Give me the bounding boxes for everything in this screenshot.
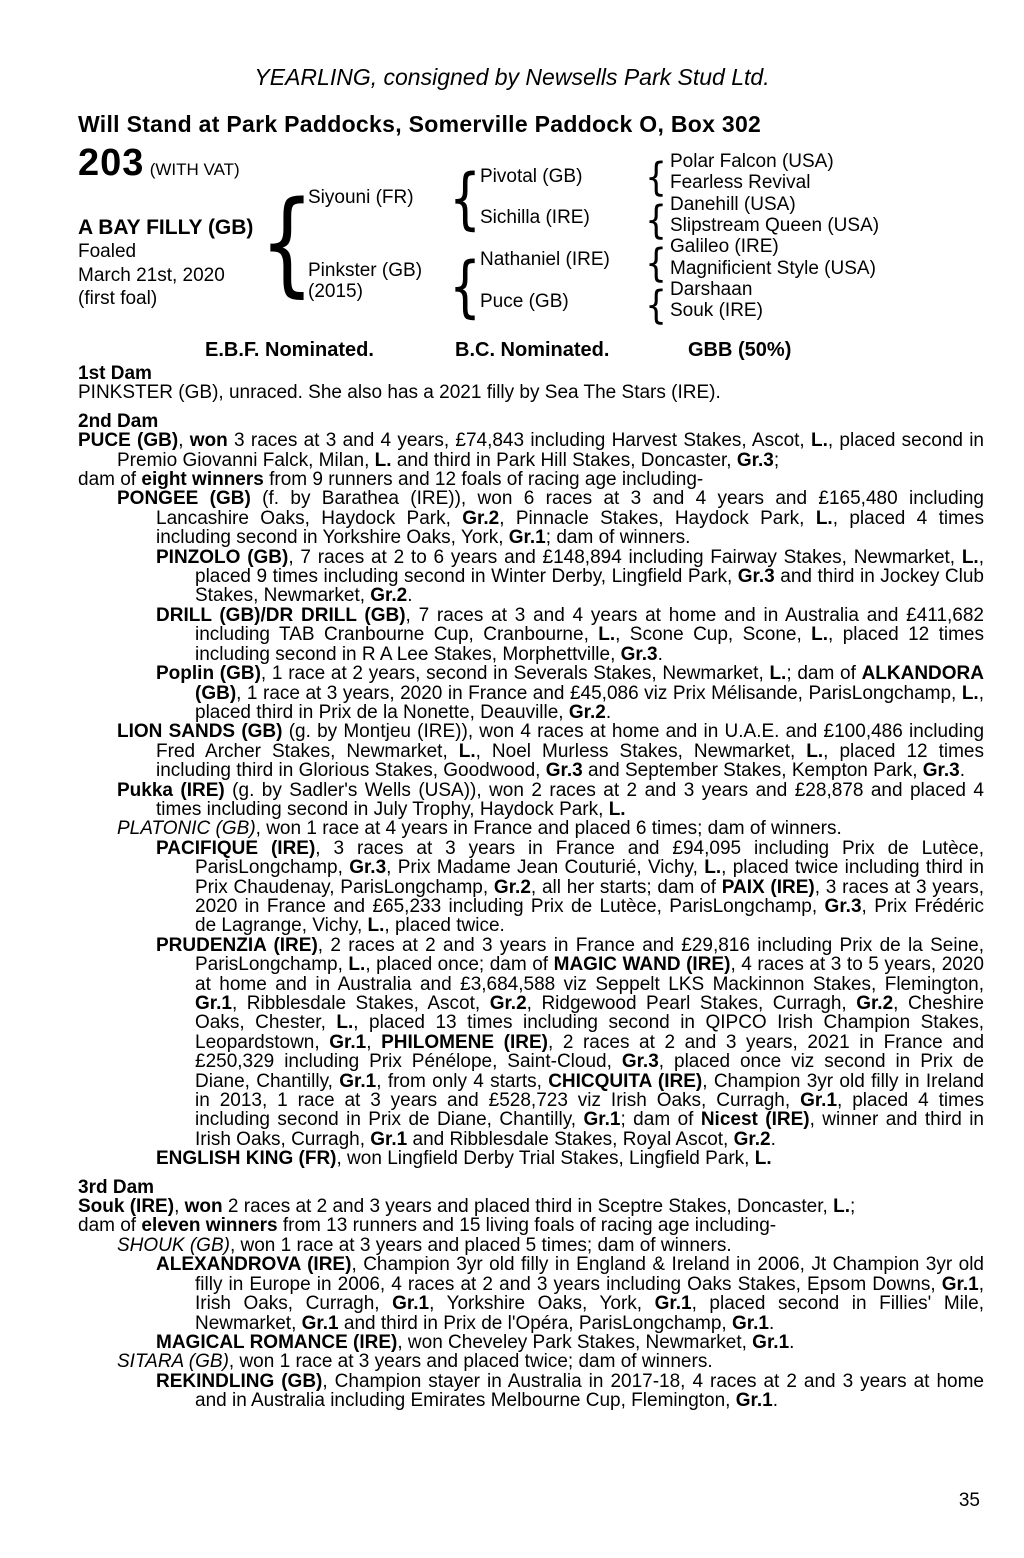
pedigree-paragraph: PRUDENZIA (IRE), 2 races at 2 and 3 years in France and £29,816 including Prix de la Seine, ParisLongchamp, L., placed once; dam of MAGIC WAND (IRE), 4 races at 3 to 5 years, 2020 at home and in Australia and £3,684,588 viz Seppelt LKS Mackinnon Stakes, Flemington, Gr.1, Ribblesdale Stakes, Ascot, Gr.2, Ridgewood Pearl Stakes, Curragh, Gr.2, Cheshire Oaks, Chester, L., placed 13 times including second in QIPCO Irish Champion Stakes, Leopardstown, Gr.1, PHILOMENE (IRE), 2 races at 2 and 3 years, 2021 in France and £250,329 including Prix Pénélope, Saint-Cloud, Gr.3, placed once viz second in Prix de Diane, Chantilly, Gr.1, from only 4 starts, CHICQUITA (IRE), Champion 3yr old filly in Ireland in 2013, 1 race at 3 years and £528,723 viz Irish Oaks, Curragh, Gr.1, placed 4 times including second in Prix de Diane, Chantilly, Gr.1; dam of Nicest (IRE), winner and third in Irish Oaks, Curragh, Gr.1 and Ribblesdale Stakes, Royal Ascot, Gr.2. xyxy=(156,934,985,1150)
dam-section-heading: 2nd Dam xyxy=(78,410,159,432)
stand-location: Will Stand at Park Paddocks, Somerville Paddock O, Box 302 xyxy=(78,111,762,137)
foaled-date: March 21st, 2020 xyxy=(78,264,225,286)
pedigree-paragraph: PINKSTER (GB), unraced. She also has a 2021 filly by Sea The Stars (IRE). xyxy=(78,382,721,404)
bc-nominated-label: B.C. Nominated. xyxy=(455,339,610,361)
page-title: YEARLING, consigned by Newsells Park Stud Ltd. xyxy=(254,64,770,90)
pedigree-brace: { xyxy=(645,241,667,287)
pedigree-tree xyxy=(78,142,984,329)
dam-block xyxy=(308,260,422,302)
ebf-nominated-label: E.B.F. Nominated. xyxy=(205,339,374,361)
dam-name: Pinkster (GB) xyxy=(308,260,423,281)
gbb-label: GBB (50%) xyxy=(688,339,792,361)
pedigree-brace: { xyxy=(645,198,667,244)
great-grandparent-name: Slipstream Queen (USA) xyxy=(670,215,880,236)
foal-info xyxy=(78,240,225,311)
horse-name: A BAY FILLY (GB) xyxy=(78,216,254,239)
pedigree-brace: { xyxy=(449,248,481,326)
pedigree-paragraph: PINZOLO (GB), 7 races at 2 to 6 years and £148,894 including Fairway Stakes, Newmarket, L., placed 9 times including second in Winter Derby, Lingfield Park, Gr.3 and third in Jockey Club Stakes, Newmarket, Gr.2. xyxy=(156,546,985,607)
pedigree-brace: { xyxy=(645,283,667,329)
lot-number: 203 xyxy=(78,142,145,184)
foal-note: (first foal) xyxy=(78,288,158,309)
pedigree-paragraph: dam of eight winners from 9 runners and 12 foals of racing age including- xyxy=(78,469,704,491)
dam-section-heading: 1st Dam xyxy=(78,363,152,384)
dam-dam-name: Puce (GB) xyxy=(480,291,569,312)
great-grandparent-name: Danehill (USA) xyxy=(670,194,796,215)
pedigree-paragraph: REKINDLING (GB), Champion stayer in Australia in 2017-18, 4 races at 2 and 3 years at home and in Australia including Emirates Melbourne Cup, Flemington, Gr.1. xyxy=(156,1370,984,1412)
pedigree-paragraph: SITARA (GB), won 1 race at 3 years and placed twice; dam of winners. xyxy=(117,1351,713,1373)
pedigree-paragraph: PACIFIQUE (IRE), 3 races at 3 years in France and £94,095 including Prix de Lutèce, ParisLongchamp, Gr.3, Prix Madame Jean Couturié, Vichy, L., placed twice including third in Prix Chaudenay, ParisLongchamp, Gr.2, all her starts; dam of PAIX (IRE), 3 races at 3 years, 2020 in France and £65,233 including Prix de Lutèce, ParisLongchamp, Gr.3, Prix Frédéric de Lagrange, Vichy, L., placed twice. xyxy=(156,837,985,937)
nominations-row xyxy=(78,339,984,360)
page-number: 35 xyxy=(958,1490,980,1511)
pedigree-brace: { xyxy=(645,155,667,201)
great-grandparent-name: Galileo (IRE) xyxy=(670,236,779,257)
pedigree-brace: { xyxy=(449,160,481,238)
sire-dam-name: Sichilla (IRE) xyxy=(480,207,590,228)
great-grandparent-name: Polar Falcon (USA) xyxy=(670,151,834,172)
pedigree-paragraph: LION SANDS (GB) (g. by Montjeu (IRE)), won 4 races at home and in U.A.E. and £100,486 including Fred Archer Stakes, Newmarket, L., Noel Murless Stakes, Newmarket, L., placed 12 times including third in Glorious Stakes, Goodwood, Gr.3 and September Stakes, Kempton Park, Gr.3. xyxy=(117,721,985,782)
dam-year: (2015) xyxy=(308,281,363,302)
pedigree-brace: { xyxy=(259,177,315,309)
sire-sire-name: Pivotal (GB) xyxy=(480,166,583,187)
foaled-label: Foaled xyxy=(78,241,137,262)
vat-note: (WITH VAT) xyxy=(149,160,240,179)
dam-section-heading: 3rd Dam xyxy=(78,1176,155,1198)
pedigree-paragraph: dam of eleven winners from 13 runners and 15 living foals of racing age including- xyxy=(78,1215,777,1237)
pedigree-paragraph: PUCE (GB), won 3 races at 3 and 4 years, £74,843 including Harvest Stakes, Ascot, L., placed second in Premio Giovanni Falck, Milan, L. and third in Park Hill Stakes, Doncaster, Gr.3; xyxy=(78,430,985,471)
pedigree-paragraph: PLATONIC (GB), won 1 race at 4 years in France and placed 6 times; dam of winners. xyxy=(117,818,842,840)
pedigree-paragraph: Poplin (GB), 1 race at 2 years, second in Severals Stakes, Newmarket, L.; dam of ALKANDORA (GB), 1 race at 3 years, 2020 in France and £45,086 viz Prix Mélisande, ParisLongchamp, L., placed third in Prix de la Nonette, Deauville, Gr.2. xyxy=(156,663,984,723)
great-grandparent-name: Magnificient Style (USA) xyxy=(670,258,876,279)
pedigree-paragraph: DRILL (GB)/DR DRILL (GB), 7 races at 3 and 4 years at home and in Australia and £411,682 including TAB Cranbourne Cup, Cranbourne, L., Scone Cup, Scone, L., placed 12 times including second in R A Lee Stakes, Morphettville, Gr.3. xyxy=(156,604,984,665)
dam-sire-name: Nathaniel (IRE) xyxy=(480,249,610,270)
pedigree-paragraph: Pukka (IRE) (g. by Sadler's Wells (USA)), won 2 races at 2 and 3 years and £28,878 and placed 4 times including second in July Trophy, Haydock Park, L. xyxy=(117,779,984,820)
pedigree-paragraph: ENGLISH KING (FR), won Lingfield Derby Trial Stakes, Lingfield Park, L. xyxy=(156,1148,772,1170)
sire-name: Siyouni (FR) xyxy=(308,187,414,208)
pedigree-paragraph: ALEXANDROVA (IRE), Champion 3yr old filly in England & Ireland in 2006, Jt Champion 3yr old filly in Europe in 2006, 4 races at 2 and 3 years including Oaks Stakes, Epsom Downs, Gr.1, Irish Oaks, Curragh, Gr.1, Yorkshire Oaks, York, Gr.1, placed second in Fillies' Mile, Newmarket, Gr.1 and third in Prix de l'Opéra, ParisLongchamp, Gr.1. xyxy=(156,1254,984,1334)
great-grandparent-name: Souk (IRE) xyxy=(670,300,763,321)
dam-sections xyxy=(78,364,984,1411)
great-grandparent-name: Darshaan xyxy=(670,279,753,300)
pedigree-paragraph: SHOUK (GB), won 1 race at 3 years and placed 5 times; dam of winners. xyxy=(117,1234,732,1256)
pedigree-paragraph: PONGEE (GB) (f. by Barathea (IRE)), won 6 races at 3 and 4 years and £165,480 including Lancashire Oaks, Haydock Park, Gr.2, Pinnacle Stakes, Haydock Park, L., placed 4 times including second in Yorkshire Oaks, York, Gr.1; dam of winners. xyxy=(117,488,985,549)
lot-line xyxy=(78,142,240,184)
pedigree-paragraph: Souk (IRE), won 2 races at 2 and 3 years and placed third in Sceptre Stakes, Doncaster, L.; xyxy=(78,1196,856,1218)
great-grandparent-name: Fearless Revival xyxy=(670,172,811,193)
pedigree-paragraph: MAGICAL ROMANCE (IRE), won Cheveley Park Stakes, Newmarket, Gr.1. xyxy=(156,1331,795,1353)
